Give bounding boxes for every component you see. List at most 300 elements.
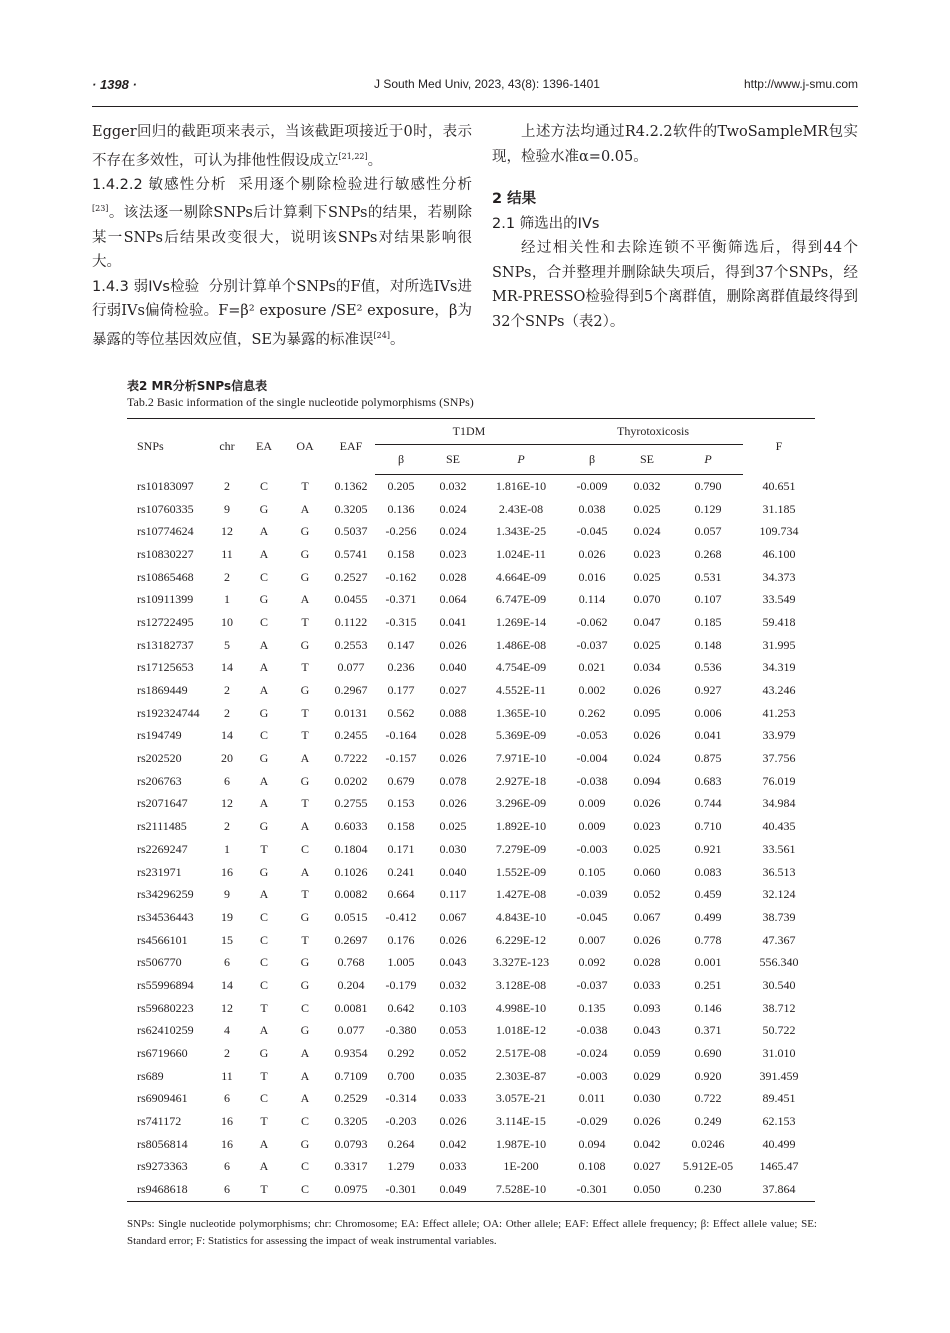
table-cell: 0.171	[387, 841, 415, 856]
table-cell: G	[300, 909, 310, 924]
table-cell: 0.033	[439, 1091, 467, 1106]
paragraph: 上述方法均通过R4.2.2软件的TwoSampleMR包实现，检验水准α=0.05。	[492, 124, 858, 165]
table-cell: 9	[224, 501, 230, 516]
table-row	[127, 1110, 815, 1133]
table-cell: 41.253	[762, 705, 796, 720]
table-cell: A	[300, 751, 310, 766]
table-row	[127, 1156, 815, 1179]
table-cell: 7.528E-10	[479, 1178, 563, 1201]
table-cell: T	[301, 660, 309, 675]
table-cell: T	[260, 1000, 268, 1015]
table-cell: 0.024	[633, 524, 661, 539]
table-cell: 0.5037	[334, 524, 368, 539]
table-cell: C	[300, 1159, 309, 1174]
table-cell: 7.279E-09	[495, 841, 547, 856]
table-cell: 0.026	[633, 1114, 661, 1129]
table-row	[127, 566, 815, 589]
table-cell: 0.722	[694, 1091, 722, 1106]
table-cell: C	[259, 614, 268, 629]
table-cell: 1.343E-25	[495, 524, 547, 539]
citation[interactable]: [21,22]	[338, 151, 368, 161]
table-cell: -0.039	[576, 887, 608, 902]
table-cell: 0.1122	[334, 614, 368, 629]
table-cell: G	[300, 1136, 310, 1151]
table-cell: 0.778	[694, 932, 722, 947]
table-cell: 0.0455	[334, 592, 368, 607]
table-cell: 0.016	[578, 569, 606, 584]
table-cell: T	[301, 705, 309, 720]
table-cell: 0.129	[694, 501, 722, 516]
table-cell: 1E-200	[503, 1159, 539, 1174]
table-cell: 0.117	[439, 887, 467, 902]
table-cell: C	[259, 478, 268, 493]
table-cell: 0.043	[633, 1023, 661, 1038]
table-cell: 0.114	[578, 592, 606, 607]
table-cell: G	[300, 977, 310, 992]
table-cell: 0.7222	[334, 751, 368, 766]
table-cell: 0.094	[633, 773, 661, 788]
table-cell: 14	[221, 728, 233, 743]
table-cell: 0.268	[694, 546, 722, 561]
table-cell: T	[301, 887, 309, 902]
table-caption-en: Tab.2 Basic information of the single nucleotide polymorphisms (SNPs)	[127, 395, 474, 409]
table-cell: 5.369E-09	[495, 728, 547, 743]
table-row	[127, 725, 815, 748]
header-t1dm-beta: β	[375, 445, 427, 475]
table-row	[127, 634, 815, 657]
table-cell: 11	[221, 1068, 233, 1083]
table-cell: 34.319	[762, 660, 796, 675]
header-chr: chr	[209, 419, 245, 475]
table-cell: 34.984	[762, 796, 796, 811]
table-cell: rs2111485	[137, 819, 187, 834]
page-number: · 1398 ·	[92, 77, 137, 92]
table-cell: -0.053	[576, 728, 608, 743]
table-cell: 2	[224, 819, 230, 834]
table-cell: 556.340	[759, 955, 799, 970]
table-row	[127, 1088, 815, 1111]
table-cell: 4.843E-10	[495, 909, 547, 924]
table-cell: 109.734	[759, 524, 799, 539]
citation[interactable]: [23]	[92, 204, 109, 214]
table-cell: 38.712	[762, 1000, 796, 1015]
table-cell: 43.246	[762, 683, 796, 698]
table-cell: 40.435	[762, 819, 796, 834]
table-cell: A	[300, 1046, 310, 1061]
table-cell: 0.067	[633, 909, 661, 924]
table-cell: 2.927E-18	[495, 773, 547, 788]
table-cell: T	[260, 841, 268, 856]
table-cell: 0.241	[387, 864, 415, 879]
table-cell: 0.2755	[334, 796, 368, 811]
table-cell: 0.790	[694, 478, 722, 493]
table-cell: 0.070	[633, 592, 661, 607]
table-cell: 2	[224, 683, 230, 698]
table-cell: rs8056814	[137, 1136, 188, 1151]
table-cell: 1.024E-11	[496, 546, 546, 561]
table-cell: -0.380	[385, 1023, 417, 1038]
table-cell: 0.562	[387, 705, 415, 720]
table-cell: rs2269247	[137, 841, 188, 856]
citation[interactable]: [24]	[373, 330, 390, 340]
table-cell: 1	[224, 592, 230, 607]
table-cell: -0.062	[576, 614, 608, 629]
table-cell: 0.158	[387, 819, 415, 834]
table-cell: 0.103	[439, 1000, 467, 1015]
table-cell: 6	[224, 773, 230, 788]
table-cell: 0.135	[578, 1000, 606, 1015]
table-cell: 0.001	[694, 955, 722, 970]
table-cell: 0.040	[439, 864, 467, 879]
table-cell: 0.092	[578, 955, 606, 970]
table-row	[127, 679, 815, 702]
table-cell: 0.026	[439, 932, 467, 947]
table-cell: rs34536443	[137, 909, 194, 924]
table-cell: 0.6033	[334, 819, 368, 834]
table-cell: 0.038	[578, 501, 606, 516]
table-cell: G	[259, 501, 269, 516]
table-cell: 0.1804	[334, 841, 368, 856]
table-cell: 0.251	[694, 977, 722, 992]
table-cell: 0.088	[439, 705, 467, 720]
table-cell: rs6909461	[137, 1091, 188, 1106]
table-cell: 2	[224, 569, 230, 584]
table-cell: 0.026	[439, 637, 467, 652]
header-thyro-se: SE	[621, 445, 673, 475]
table-cell: 0.009	[578, 819, 606, 834]
table-cell: 5.912E-05	[682, 1159, 734, 1174]
table-cell: 0.0515	[334, 909, 368, 924]
table-row	[127, 1178, 815, 1201]
table-cell: 40.499	[762, 1136, 796, 1151]
table-cell: 0.052	[439, 1046, 467, 1061]
table-row	[127, 883, 815, 906]
table-cell: C	[259, 909, 268, 924]
table-cell: 2	[224, 705, 230, 720]
header-ea: EA	[245, 419, 283, 475]
table-cell: T	[260, 1114, 268, 1129]
table-cell: -0.024	[576, 1046, 608, 1061]
table-cell: 0.2553	[334, 637, 368, 652]
table-cell: 5	[224, 637, 230, 652]
table-cell: rs59680223	[137, 1000, 194, 1015]
table-cell: 2.303E-87	[495, 1068, 547, 1083]
paragraph: Egger回归的截距项来表示，当该截距项接近于0时，表示不存在多效性，可认为排他性假设成立[21,22]。	[92, 124, 472, 169]
table-cell: 0.690	[694, 1046, 722, 1061]
table-cell: 31.995	[762, 637, 796, 652]
table-cell: G	[300, 546, 310, 561]
table-cell: 0.083	[694, 864, 722, 879]
table-cell: 0.158	[387, 546, 415, 561]
table-cell: 0.043	[439, 955, 467, 970]
table-cell: 4.552E-11	[496, 683, 546, 698]
table-cell: 0.064	[439, 592, 467, 607]
table-cell: 0.2697	[334, 932, 368, 947]
table-cell: 0.078	[439, 773, 467, 788]
table-cell: 1.892E-10	[495, 819, 547, 834]
table-cell: 0.034	[633, 660, 661, 675]
table-cell: 47.367	[762, 932, 796, 947]
table-cell: rs1869449	[137, 683, 188, 698]
table-cell: 0.030	[439, 841, 467, 856]
table-cell: G	[259, 864, 269, 879]
table-cell: 0.0202	[334, 773, 368, 788]
table-cell: 3.128E-08	[495, 977, 547, 992]
table-cell: -0.037	[576, 977, 608, 992]
table-cell: rs9273363	[137, 1159, 188, 1174]
table-cell: -0.203	[385, 1114, 417, 1129]
table-cell: 32.124	[762, 887, 796, 902]
table-cell: 0.032	[633, 478, 661, 493]
table-cell: rs10830227	[137, 546, 194, 561]
table-cell: 0.026	[439, 796, 467, 811]
table-cell: rs34296259	[137, 887, 194, 902]
table-cell: 0.664	[387, 887, 415, 902]
table-cell: 4.998E-10	[495, 1000, 547, 1015]
table-cell: 0.0082	[334, 887, 368, 902]
table-cell: 33.549	[762, 592, 796, 607]
table-cell: 0.2529	[334, 1091, 368, 1106]
table-cell: 3.057E-21	[495, 1091, 547, 1106]
table-cell: -0.045	[576, 524, 608, 539]
table-cell: 16	[221, 864, 233, 879]
table-cell: 0.050	[621, 1178, 673, 1201]
table-cell: 2	[224, 478, 230, 493]
table-cell: C	[259, 955, 268, 970]
header-thyro-beta: β	[563, 445, 621, 475]
table-cell: 0.094	[578, 1136, 606, 1151]
table-cell: 0.262	[578, 705, 606, 720]
table-cell: 0.683	[694, 773, 722, 788]
header-t1dm-p: P	[479, 445, 563, 475]
table-cell: T	[260, 1068, 268, 1083]
table-cell: 0.093	[633, 1000, 661, 1015]
table-cell: 1.279	[387, 1159, 415, 1174]
table-cell: G	[259, 592, 269, 607]
table-row	[127, 951, 815, 974]
table-cell: 19	[221, 909, 233, 924]
table-cell: rs62410259	[137, 1023, 194, 1038]
table-cell: 0.023	[633, 546, 661, 561]
table-cell: 0.029	[633, 1068, 661, 1083]
table-cell: 1.018E-12	[495, 1023, 547, 1038]
table-cell: rs202520	[137, 751, 182, 766]
table-row	[127, 657, 815, 680]
table-cell: 1.365E-10	[495, 705, 547, 720]
table-cell: G	[300, 955, 310, 970]
table-cell: 0.025	[633, 637, 661, 652]
table-cell: rs231971	[137, 864, 182, 879]
table-row	[127, 1133, 815, 1156]
table-cell: 4	[224, 1023, 230, 1038]
table-cell: 14	[221, 660, 233, 675]
header-thyro-p: P	[673, 445, 743, 475]
table-cell: 0.3205	[334, 501, 368, 516]
table-row	[127, 611, 815, 634]
table-cell: G	[259, 751, 269, 766]
table-cell: 0.7109	[334, 1068, 368, 1083]
table-cell: 0.032	[439, 977, 467, 992]
table-cell: rs206763	[137, 773, 182, 788]
table-cell: 1465.47	[759, 1159, 799, 1174]
table-cell: 0.077	[337, 660, 365, 675]
table-cell: C	[300, 1000, 309, 1015]
table-cell: 0.0131	[334, 705, 368, 720]
table-cell: 0.027	[439, 683, 467, 698]
table-cell: rs689	[137, 1068, 164, 1083]
table-cell: 0.057	[694, 524, 722, 539]
table-row	[127, 588, 815, 611]
table-cell: 2.43E-08	[498, 501, 544, 516]
table-row	[127, 906, 815, 929]
table-cell: 0.011	[578, 1091, 606, 1106]
table-cell: 0.028	[439, 728, 467, 743]
table-cell: -0.371	[385, 592, 417, 607]
table-row	[127, 861, 815, 884]
table-cell: 0.146	[694, 1000, 722, 1015]
table-cell: 0.026	[633, 932, 661, 947]
table-cell: 0.027	[633, 1159, 661, 1174]
table-cell: T	[301, 614, 309, 629]
table-cell: 0.205	[387, 478, 415, 493]
table-cell: 50.722	[762, 1023, 796, 1038]
table-cell: A	[259, 887, 269, 902]
table-row	[127, 793, 815, 816]
table-caption	[127, 378, 474, 410]
table-cell: 7.971E-10	[495, 751, 547, 766]
table-cell: 0.9354	[334, 1046, 368, 1061]
table-cell: 0.292	[387, 1046, 415, 1061]
table-cell: 0.2455	[334, 728, 368, 743]
table-cell: rs2071647	[137, 796, 188, 811]
table-cell: A	[300, 1068, 310, 1083]
table-cell: -0.009	[576, 478, 608, 493]
table-cell: 0.185	[694, 614, 722, 629]
table-cell: 0.009	[578, 796, 606, 811]
table-cell: 1.269E-14	[495, 614, 547, 629]
table-cell: G	[259, 1046, 269, 1061]
table-row	[127, 838, 815, 861]
table-cell: 0.204	[337, 977, 365, 992]
table-cell: rs55996894	[137, 977, 194, 992]
snp-table	[127, 418, 815, 1202]
header-t1dm-se: SE	[427, 445, 479, 475]
table-cell: rs4566101	[137, 932, 188, 947]
table-cell: C	[300, 841, 309, 856]
table-cell: 0.033	[633, 977, 661, 992]
table-cell: 34.373	[762, 569, 796, 584]
table-cell: 0.875	[694, 751, 722, 766]
table-cell: 0.230	[673, 1178, 743, 1201]
subsection-heading: 1.4.2.2 敏感性分析	[92, 176, 227, 193]
table-row	[127, 929, 815, 952]
table-cell: -0.315	[385, 614, 417, 629]
table-row	[127, 974, 815, 997]
table-cell: -0.038	[576, 773, 608, 788]
table-cell: 391.459	[759, 1068, 799, 1083]
table-cell: 0.176	[387, 932, 415, 947]
table-cell: -0.037	[576, 637, 608, 652]
table-cell: 0.028	[439, 569, 467, 584]
table-cell: 0.025	[633, 841, 661, 856]
table-cell: 0.105	[578, 864, 606, 879]
table-cell: -0.164	[385, 728, 417, 743]
subsection-heading: 2.1 筛选出的IVs	[492, 215, 600, 232]
table-cell: 0.3205	[334, 1114, 368, 1129]
table-cell: 0.710	[694, 819, 722, 834]
table-cell: rs192324744	[137, 705, 200, 720]
header-thyrotoxicosis: Thyrotoxicosis	[563, 419, 743, 445]
table-cell: 0.249	[694, 1114, 722, 1129]
table-row	[127, 498, 815, 521]
table-cell: rs506770	[137, 955, 182, 970]
table-cell: 76.019	[762, 773, 796, 788]
table-cell: 1.987E-10	[495, 1136, 547, 1151]
table-cell: 0.177	[387, 683, 415, 698]
table-cell: 0.531	[694, 569, 722, 584]
table-cell: G	[300, 569, 310, 584]
table-cell: 0.053	[439, 1023, 467, 1038]
table-cell: 0.095	[633, 705, 661, 720]
table-cell: 0.2967	[334, 683, 368, 698]
table-cell: 0.026	[439, 1114, 467, 1129]
table-cell: 0.059	[633, 1046, 661, 1061]
table-cell: 6.229E-12	[495, 932, 547, 947]
table-cell: 0.147	[387, 637, 415, 652]
journal-url[interactable]: http://www.j-smu.com	[743, 77, 858, 91]
table-cell: 0.049	[427, 1178, 479, 1201]
table-cell: -0.412	[385, 909, 417, 924]
table-cell: 2	[224, 1046, 230, 1061]
table-cell: 10	[221, 614, 233, 629]
table-cell: 6	[209, 1178, 245, 1201]
table-row	[127, 1020, 815, 1043]
table-cell: 0.136	[387, 501, 415, 516]
table-cell: 0.023	[633, 819, 661, 834]
table-cell: A	[300, 1091, 310, 1106]
table-cell: 0.041	[694, 728, 722, 743]
table-cell: 0.024	[633, 751, 661, 766]
table-cell: A	[259, 796, 269, 811]
table-row	[127, 543, 815, 566]
table-cell: 0.459	[694, 887, 722, 902]
table-cell: 16	[221, 1114, 233, 1129]
table-row	[127, 997, 815, 1020]
table-cell: 0.921	[694, 841, 722, 856]
table-cell: rs17125653	[137, 660, 194, 675]
table-cell: 20	[221, 751, 233, 766]
table-cell: 0.768	[337, 955, 365, 970]
table-cell: 6	[224, 955, 230, 970]
table-cell: A	[300, 592, 310, 607]
table-cell: 37.756	[762, 751, 796, 766]
table-cell: 12	[221, 1000, 233, 1015]
table-cell: -0.314	[385, 1091, 417, 1106]
table-cell: 16	[221, 1136, 233, 1151]
table-cell: 0.026	[439, 751, 467, 766]
table-cell: 15	[221, 932, 233, 947]
table-cell: -0.029	[576, 1114, 608, 1129]
table-cell: -0.256	[385, 524, 417, 539]
table-cell: 0.371	[694, 1023, 722, 1038]
table-cell: 0.108	[578, 1159, 606, 1174]
table-cell: 0.060	[633, 864, 661, 879]
table-cell: 0.920	[694, 1068, 722, 1083]
table-cell: T	[301, 796, 309, 811]
table-cell: 1	[224, 841, 230, 856]
section-heading-results: 2 结果	[492, 191, 537, 207]
table-cell: 0.042	[633, 1136, 661, 1151]
